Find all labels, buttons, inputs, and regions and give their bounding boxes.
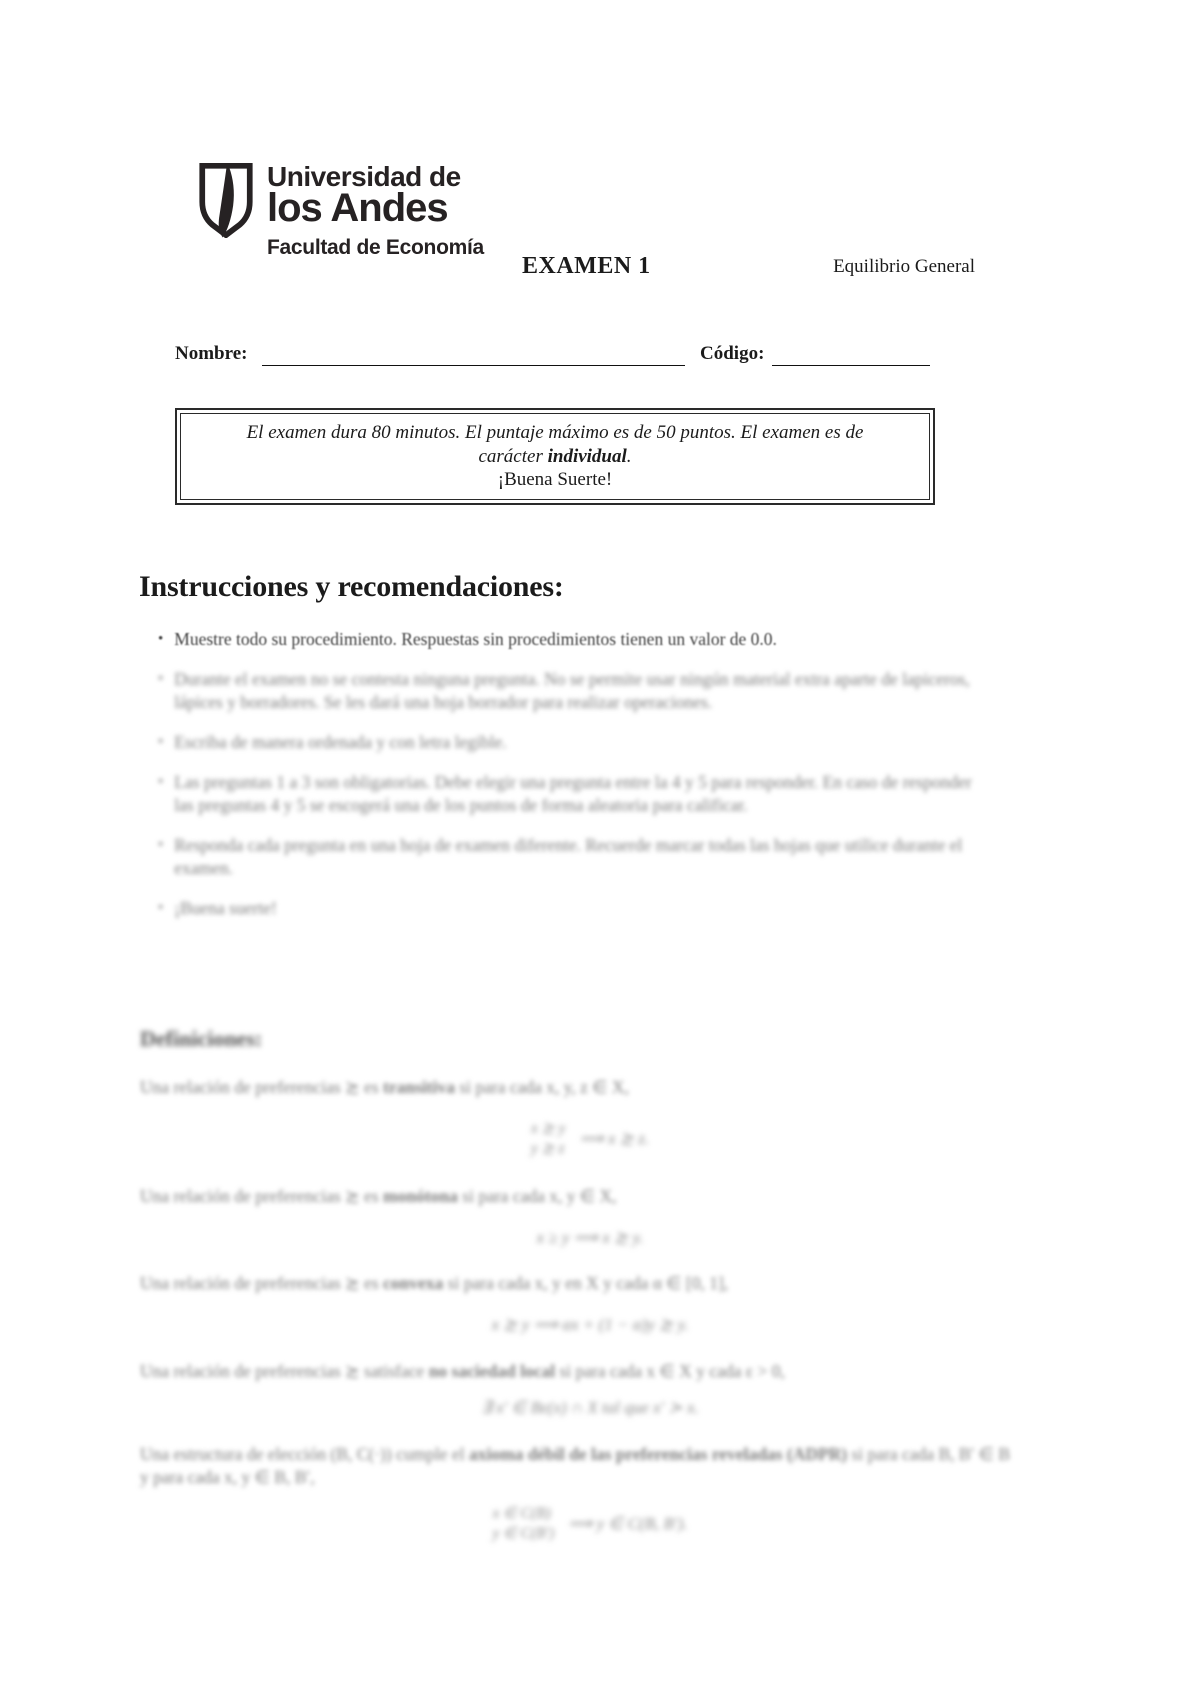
code-label: Código: (700, 343, 765, 364)
instruction-text: Durante el examen no se contesta ninguna pregunta. No se permite usar ningún material extra aparte de lapiceros, lápices y borradores. Se les dará una hoja borrador para realizar operaciones. (174, 669, 970, 712)
definition-convex-lead: Una relación de preferencias ≿ es convexa si para cada x, y en X y cada α ∈ [0, 1], (140, 1273, 729, 1293)
code-blank-line (772, 365, 930, 366)
instruction-item-5 (158, 834, 985, 880)
instruction-item-3 (158, 731, 985, 754)
instruction-item-2 (158, 668, 985, 714)
definition-monotone-math: x ≥ y ⟹ x ≿ y. (536, 1228, 644, 1247)
uniandes-logo-text (267, 161, 484, 260)
identification-row (0, 343, 1190, 373)
math-stacked-conditions: x ∈ C(B) y ∈ C(B′) (492, 1505, 555, 1542)
uniandes-shield-icon (197, 162, 255, 243)
definition-lns-math: ∃ x′ ∈ Bε(x) ∩ X tal que x′ ≻ x. (481, 1398, 699, 1417)
notice-line-2: carácter individual. (478, 445, 632, 467)
math-implication: ⟹ x ≿ z. (579, 1129, 650, 1148)
math-stacked-conditions: x ≿ y y ≿ z (530, 1120, 566, 1157)
definition-warp-math (140, 1505, 1040, 1543)
bullet-icon: • (158, 671, 164, 687)
notice-box (175, 408, 935, 505)
instruction-item-6 (158, 897, 985, 920)
math-implication: ⟹ y ∈ C(B, B′). (568, 1514, 688, 1533)
definition-transitive-lead: Una relación de preferencias ≿ es transitiva si para cada x, y, z ∈ X, (140, 1077, 629, 1097)
definition-lns-lead: Una relación de preferencias ≿ satisface no saciedad local si para cada x ∈ X y cada ε > 0, (140, 1361, 785, 1381)
definition-warp-lead: Una estructura de elección (B, C(·)) cumple el axioma débil de las preferencias reveladas (ADPR) si para cada B, B′ ∈ B y para cada x, y ∈ B, B′, (140, 1444, 1011, 1487)
instructions-list (158, 618, 985, 937)
bullet-icon: • (158, 837, 164, 853)
logo-university-line1: Universidad de (267, 161, 461, 192)
definitions-heading: Definiciones: (140, 1026, 263, 1051)
course-name: Equilibrio General (833, 256, 975, 277)
instruction-text: ¡Buena suerte! (174, 898, 277, 918)
instruction-text: Muestre todo su procedimiento. Respuestas sin procedimientos tienen un valor de 0.0. (174, 629, 777, 649)
notice-line-3: ¡Buena Suerte! (497, 469, 613, 491)
name-blank-line (262, 365, 685, 366)
exam-title: EXAMEN 1 (522, 253, 651, 279)
bullet-icon: • (158, 631, 164, 647)
bullet-icon: • (158, 900, 164, 916)
definition-transitive-math (140, 1120, 1040, 1158)
instruction-item-4 (158, 771, 985, 817)
definition-convex-math: x ≿ y ⟹ αx + (1 − α)y ≿ y. (491, 1315, 689, 1334)
bullet-icon: • (158, 774, 164, 790)
instruction-item-1 (158, 628, 985, 651)
instruction-text: Escriba de manera ordenada y con letra legible. (174, 732, 507, 752)
notice-line-1: El examen dura 80 minutos. El puntaje máximo es de 50 puntos. El examen es de (246, 422, 864, 444)
instruction-text: Las preguntas 1 a 3 son obligatorias. Debe elegir una pregunta entre la 4 y 5 para responder. En caso de responder las preguntas 4 y 5 se escogerá una de los puntos de forma aleatoria para calificar. (174, 772, 972, 815)
notice-box-inner (180, 413, 930, 500)
bullet-icon: • (158, 734, 164, 750)
name-label: Nombre: (175, 343, 248, 364)
definition-monotone-lead: Una relación de preferencias ≿ es monótona si para cada x, y ∈ X, (140, 1186, 617, 1206)
instruction-text: Responda cada pregunta en una hoja de examen diferente. Recuerde marcar todas las hojas que utilice durante el examen. (174, 835, 963, 878)
logo-university-line2: los Andes (267, 186, 448, 230)
logo-faculty-name: Facultad de Economía (267, 236, 484, 259)
instructions-heading: Instrucciones y recomendaciones: (139, 570, 564, 603)
